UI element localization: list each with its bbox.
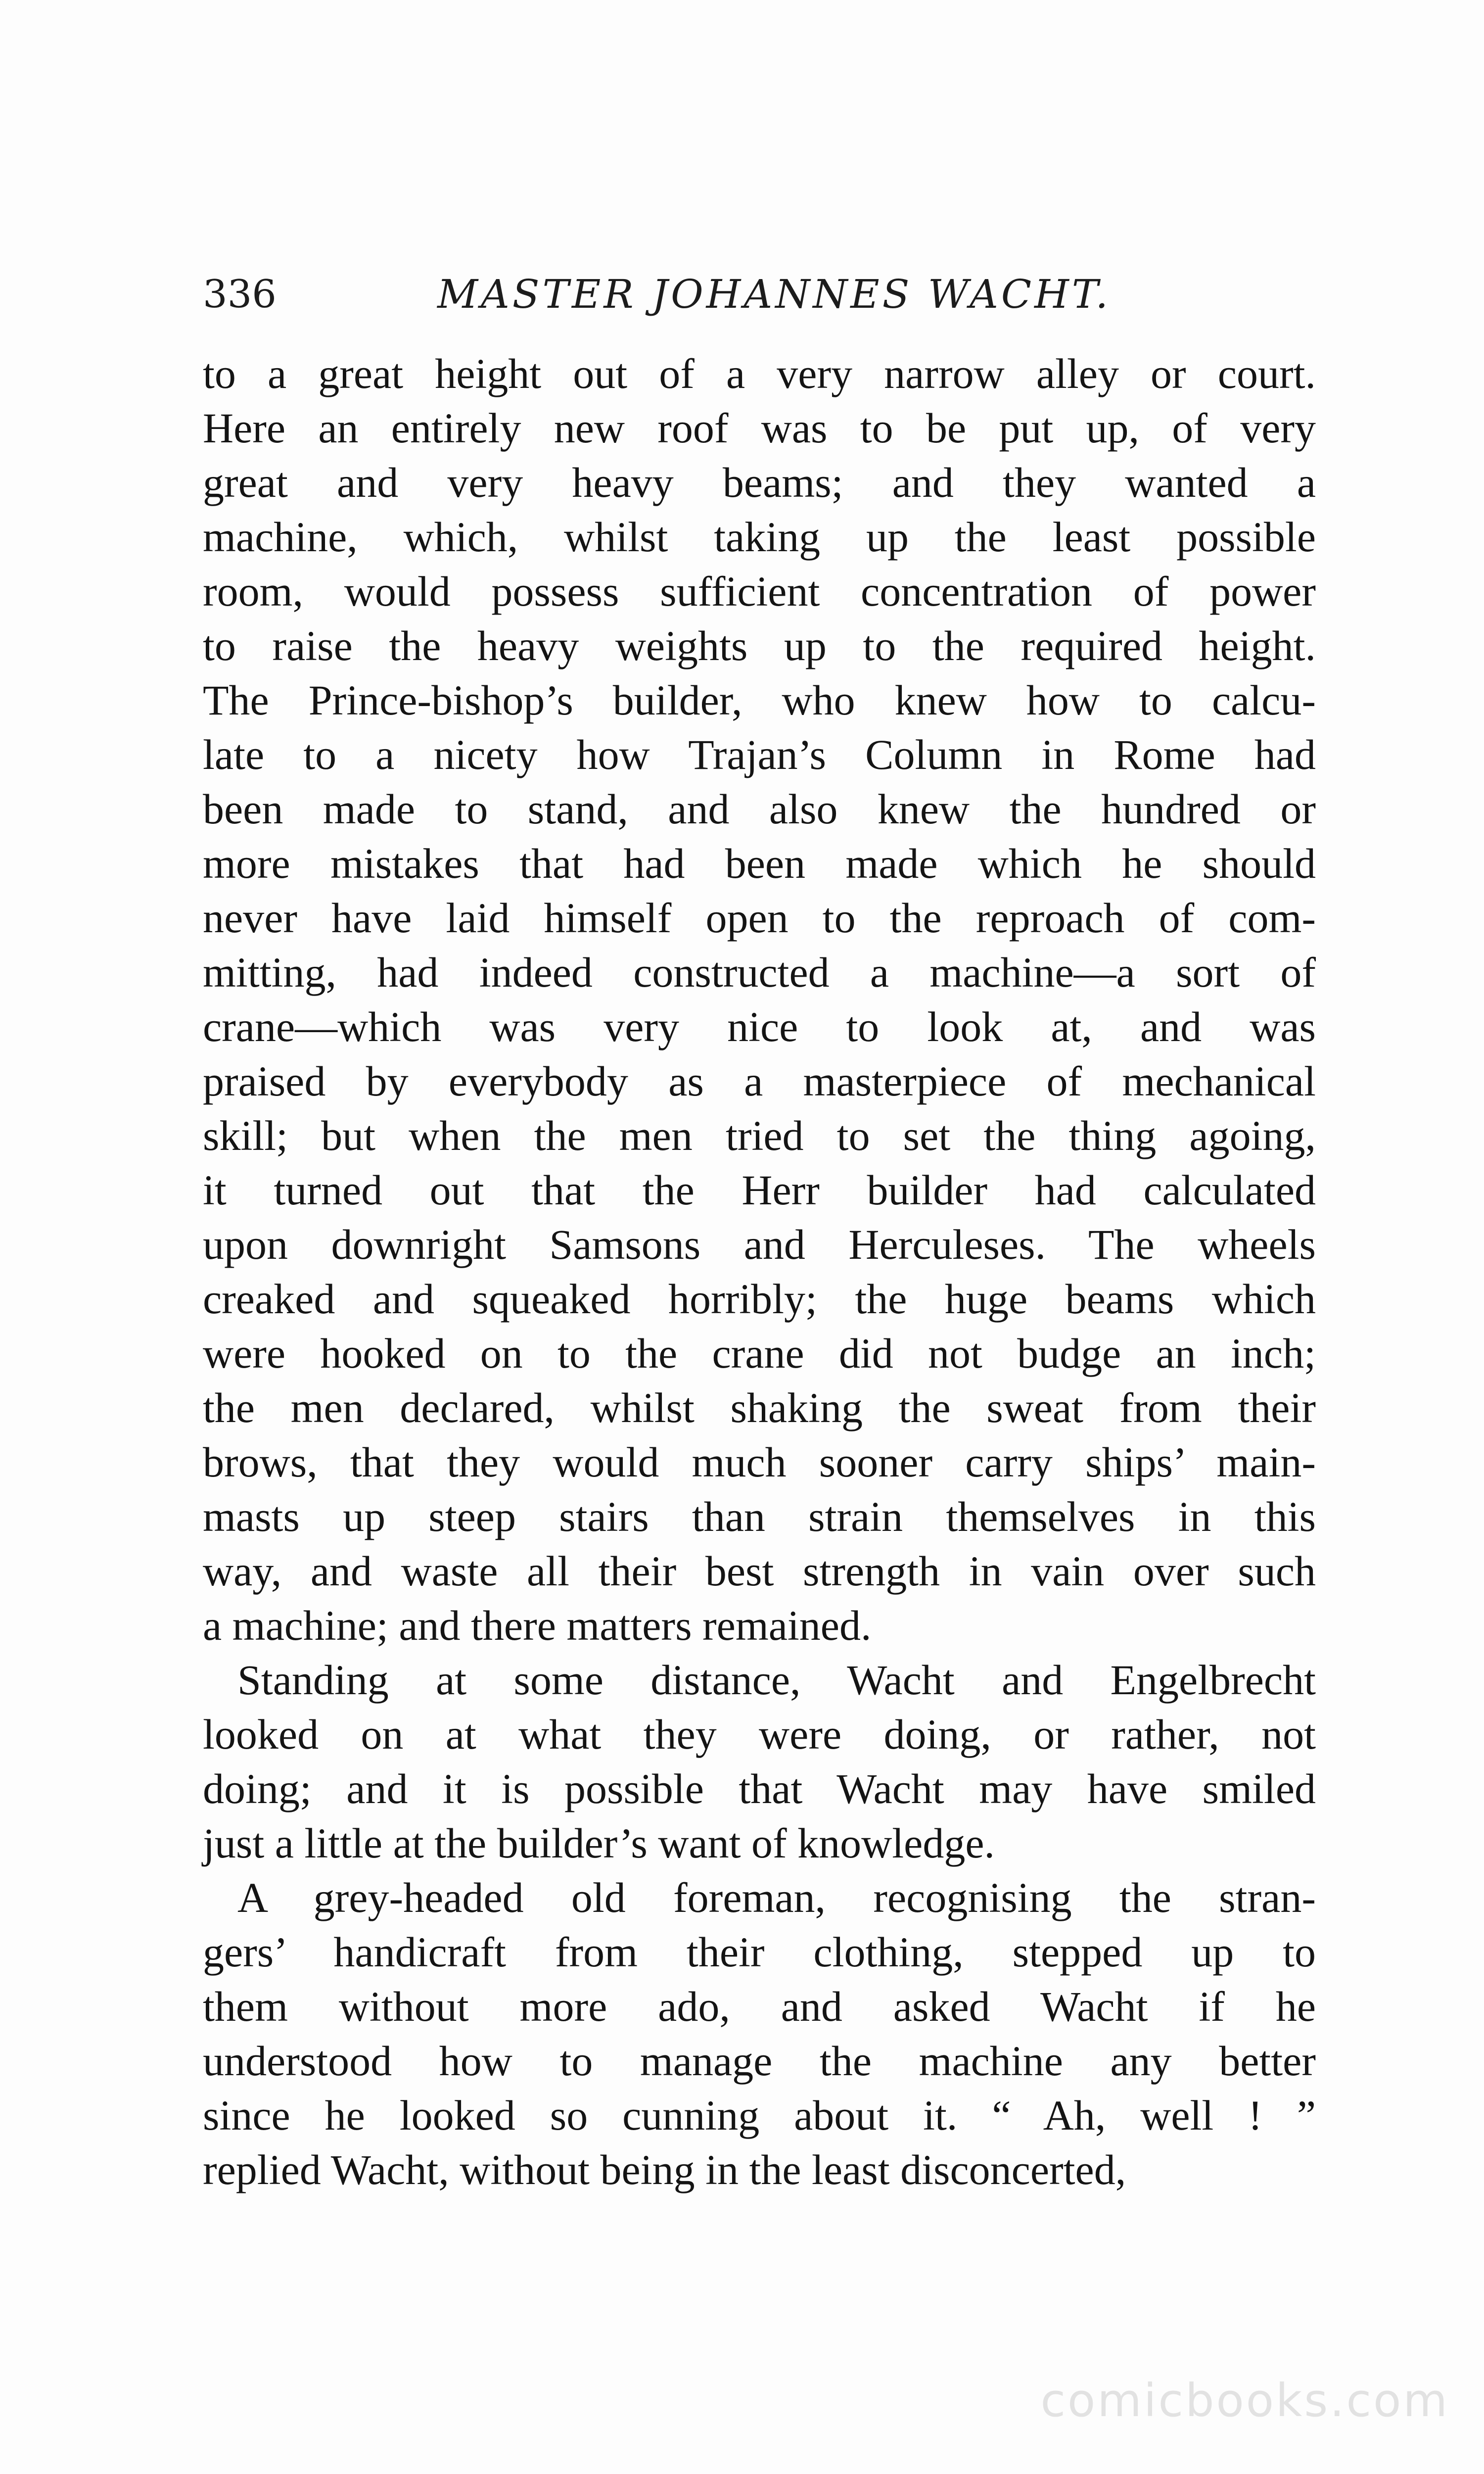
text-line: to raise the heavy weights up to the required height. — [203, 622, 1316, 669]
running-title: MASTER JOHANNES WACHT. — [437, 271, 1111, 317]
text-line: crane—which was very nice to look at, and was — [203, 1003, 1316, 1050]
text-line: just a little at the builder’s want of knowledge. — [203, 1819, 995, 1867]
text-line: a machine; and there matters remained. — [203, 1602, 872, 1649]
text-line: never have laid himself open to the reproach of com- — [203, 894, 1316, 942]
text-line: room, would possess sufficient concentration of power — [203, 568, 1316, 615]
text-line: to a great height out of a very narrow alley or court. — [203, 350, 1316, 397]
paragraph — [203, 346, 1316, 1653]
paragraph — [203, 1870, 1316, 2197]
text-line: understood how to manage the machine any better — [203, 2037, 1316, 2085]
text-line: upon downright Samsons and Herculeses. The wheels — [203, 1221, 1316, 1268]
text-line: machine, which, whilst taking up the least possible — [203, 513, 1316, 561]
text-line: more mistakes that had been made which he should — [203, 840, 1316, 887]
text-line: creaked and squeaked horribly; the huge beams which — [203, 1275, 1316, 1323]
text-line: were hooked on to the crane did not budge an inch; — [203, 1330, 1316, 1377]
text-line: The Prince-bishop’s builder, who knew how to calcu- — [203, 676, 1316, 724]
text-line: great and very heavy beams; and they wanted a — [203, 459, 1316, 506]
text-line: doing; and it is possible that Wacht may have smiled — [203, 1765, 1316, 1812]
text-line: brows, that they would much sooner carry ships’ main- — [203, 1438, 1316, 1486]
text-line: Standing at some distance, Wacht and Engelbrecht — [237, 1656, 1316, 1704]
watermark: comicbooks.com — [1040, 2374, 1449, 2427]
page-header — [203, 267, 1316, 327]
text-line: it turned out that the Herr builder had calculated — [203, 1166, 1316, 1214]
text-line: them without more ado, and asked Wacht if he — [203, 1983, 1316, 2030]
text-line: gers’ handicraft from their clothing, stepped up to — [203, 1928, 1316, 1976]
text-line: replied Wacht, without being in the least disconcerted, — [203, 2146, 1126, 2193]
text-line: praised by everybody as a masterpiece of mechanical — [203, 1057, 1316, 1105]
text-line: A grey-headed old foreman, recognising the stran- — [237, 1874, 1316, 1921]
text-line: way, and waste all their best strength in vain over such — [203, 1547, 1316, 1595]
paragraph — [203, 1653, 1316, 1870]
text-line: masts up steep stairs than strain themselves in this — [203, 1493, 1316, 1540]
text-line: mitting, had indeed constructed a machine—a sort of — [203, 949, 1316, 996]
text-line: Here an entirely new roof was to be put up, of very — [203, 404, 1316, 452]
text-line: since he looked so cunning about it. “ Ah, well ! ” — [203, 2092, 1316, 2139]
text-line: looked on at what they were doing, or rather, not — [203, 1711, 1316, 1758]
text-line: skill; but when the men tried to set the thing agoing, — [203, 1112, 1316, 1159]
text-line: been made to stand, and also knew the hundred or — [203, 785, 1316, 833]
page-number: 336 — [203, 272, 277, 317]
text-line: the men declared, whilst shaking the sweat from their — [203, 1384, 1316, 1431]
text-line: late to a nicety how Trajan’s Column in Rome had — [203, 731, 1316, 778]
body-text — [203, 346, 1316, 2197]
